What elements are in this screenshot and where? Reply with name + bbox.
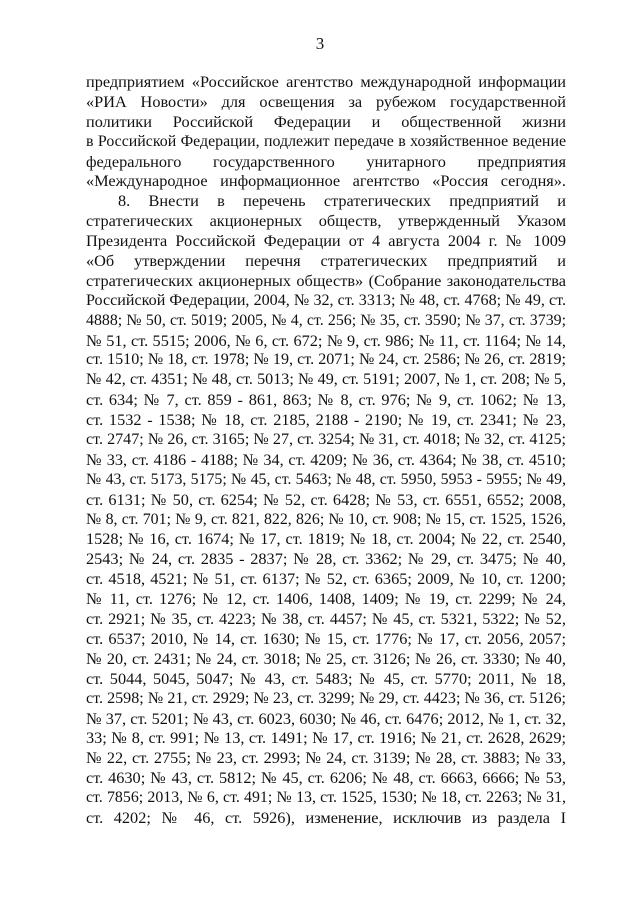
- text-line: № 43, ст. 5173, 5175; № 45, ст. 5463; № 48, ст. 5950, 5953 - 5955; № 49,: [86, 470, 566, 488]
- text-line: ст. 5044, 5045, 5047; № 43, ст. 5483; № 45, ст. 5770; 2011, № 18,: [86, 668, 566, 688]
- text-line: предприятием «Российское агентство международной информации: [86, 72, 566, 91]
- text-line: ст. 4202; № 46, ст. 5926), изменение, исключив из раздела I: [86, 807, 566, 827]
- body-text: [86, 72, 566, 828]
- text-line: 8. Внести в перечень стратегических предприятий и: [118, 191, 566, 211]
- text-line: ст. 2921; № 35, ст. 4223; № 38, ст. 4457; № 45, ст. 5321, 5322; № 52,: [86, 609, 566, 629]
- text-line: ст. 4630; № 43, ст. 5812; № 45, ст. 6206; № 48, ст. 6663, 6666; № 53,: [86, 768, 566, 788]
- text-line: стратегических акционерных обществ» (Собрание законодательства: [86, 270, 566, 290]
- text-line: № 8, ст. 701; № 9, ст. 821, 822, 826; № 10, ст. 908; № 15, ст. 1525, 1526,: [86, 510, 566, 528]
- text-line: политики Российской Федерации и общественной жизни: [86, 111, 566, 131]
- text-line: «Международное информационное агентство «Россия сегодня».: [86, 171, 566, 191]
- text-line: № 20, ст. 2431; № 24, ст. 3018; № 25, ст. 3126; № 26, ст. 3330; № 40,: [86, 648, 566, 668]
- text-line: 33; № 8, ст. 991; № 13, ст. 1491; № 17, ст. 1916; № 21, ст. 2628, 2629;: [86, 728, 566, 748]
- text-line: ст. 2747; № 26, ст. 3165; № 27, ст. 3254; № 31, ст. 4018; № 32, ст. 4125;: [86, 431, 566, 449]
- text-line: № 42, ст. 4351; № 48, ст. 5013; № 49, ст. 5191; 2007, № 1, ст. 208; № 5,: [86, 371, 566, 389]
- text-line: № 33, ст. 4186 - 4188; № 34, ст. 4209; № 36, ст. 4364; № 38, ст. 4510;: [86, 449, 566, 469]
- page-number: 3: [315, 34, 325, 53]
- text-line: 1528; № 16, ст. 1674; № 17, ст. 1819; № 18, ст. 2004; № 22, ст. 2540,: [86, 529, 566, 549]
- text-line: ст. 1510; № 18, ст. 1978; № 19, ст. 2071; № 24, ст. 2586; № 26, ст. 2819;: [86, 351, 566, 369]
- text-line: в Российской Федерации, подлежит передаче в хозяйственное ведение: [86, 132, 566, 150]
- text-line: «Об утверждении перечня стратегических предприятий и: [86, 251, 566, 271]
- text-line: № 22, ст. 2755; № 23, ст. 2993; № 24, ст. 3139; № 28, ст. 3883; № 33,: [86, 748, 566, 768]
- text-line: стратегических акционерных обществ, утвержденный Указом: [86, 211, 566, 231]
- text-line: № 51, ст. 5515; 2006, № 6, ст. 672; № 9, ст. 986; № 11, ст. 1164; № 14,: [86, 330, 566, 350]
- text-line: ст. 2598; № 21, ст. 2929; № 23, ст. 3299; № 29, ст. 4423; № 36, ст. 5126;: [86, 689, 566, 707]
- text-line: 2543; № 24, ст. 2835 - 2837; № 28, ст. 3362; № 29, ст. 3475; № 40,: [86, 549, 566, 569]
- text-line: 4888; № 50, ст. 5019; 2005, № 4, ст. 256; № 35, ст. 3590; № 37, ст. 3739;: [86, 311, 566, 329]
- text-line: ст. 6131; № 50, ст. 6254; № 52, ст. 6428; № 53, ст. 6551, 6552; 2008,: [86, 489, 566, 509]
- text-line: № 11, ст. 1276; № 12, ст. 1406, 1408, 1409; № 19, ст. 2299; № 24,: [86, 589, 566, 609]
- text-line: Российской Федерации, 2004, № 32, ст. 3313; № 48, ст. 4768; № 49, ст.: [86, 291, 566, 309]
- text-line: ст. 4518, 4521; № 51, ст. 6137; № 52, ст. 6365; 2009, № 10, ст. 1200;: [86, 569, 566, 589]
- text-line: ст. 634; № 7, ст. 859 - 861, 863; № 8, ст. 976; № 9, ст. 1062; № 13,: [86, 390, 566, 410]
- text-line: ст. 7856; 2013, № 6, ст. 491; № 13, ст. 1525, 1530; № 18, ст. 2263; № 31,: [86, 789, 566, 807]
- text-line: Президента Российской Федерации от 4 августа 2004 г. № 1009: [86, 231, 566, 251]
- text-line: федерального государственного унитарного предприятия: [86, 151, 566, 171]
- text-line: «РИА Новости» для освещения за рубежом государственной: [86, 91, 566, 111]
- text-line: ст. 1532 - 1538; № 18, ст. 2185, 2188 - 2190; № 19, ст. 2341; № 23,: [86, 410, 566, 430]
- text-line: ст. 6537; 2010, № 14, ст. 1630; № 15, ст. 1776; № 17, ст. 2056, 2057;: [86, 628, 566, 648]
- text-line: № 37, ст. 5201; № 43, ст. 6023, 6030; № 46, ст. 6476; 2012, № 1, ст. 32,: [86, 708, 566, 728]
